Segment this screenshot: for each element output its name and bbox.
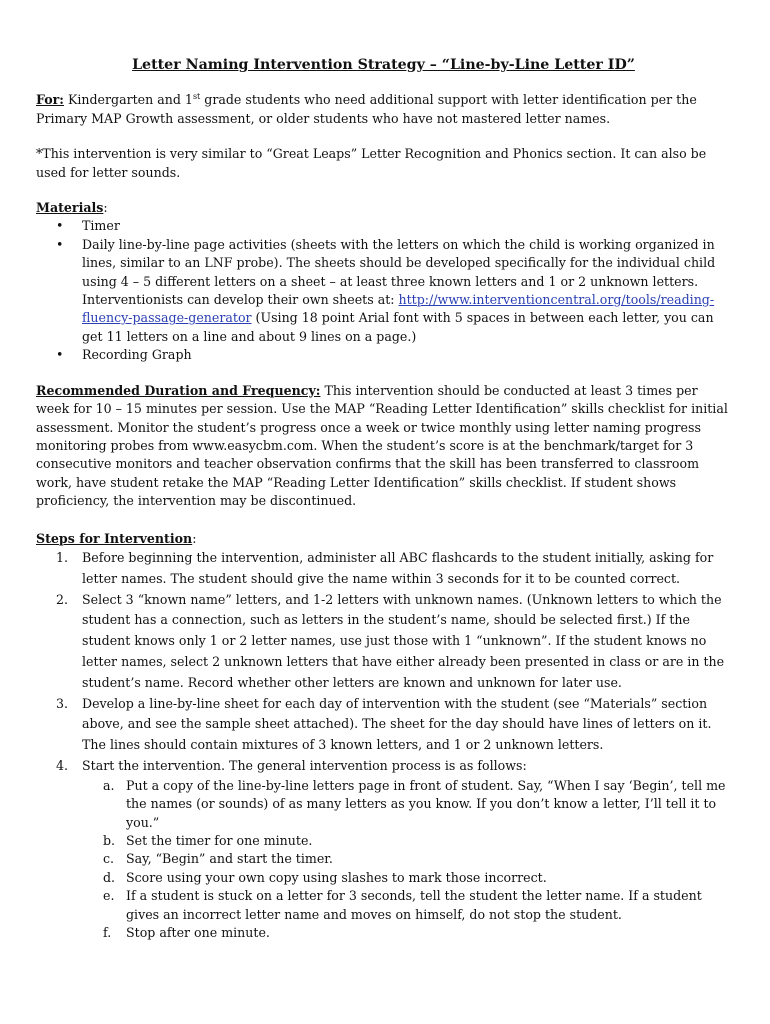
similarity-note: *This intervention is very similar to “Great Leaps” Letter Recognition and Phonics section. It can also be used for letter sounds. [36,146,707,180]
step-number: 1. [56,549,69,565]
substep-text: Put a copy of the line-by-line letters page in front of student. Say, “When I say ‘Begin’, tell me the names (or sounds) of as many letters as you know. If you don’t know a letter, I’ll tell it to you.” [126,777,726,830]
substep-item [36,869,731,887]
reading-fluency-generator-link[interactable]: http://www.interventioncentral.org/tools/reading-fluency-passage-generator [82,292,715,326]
substep-item [36,887,731,924]
steps-heading-colon: : [192,530,197,546]
materials-daily-text-b: (Using 18 point Arial font with 5 spaces in between each letter, you can get 11 letters on a line and about 9 lines on a page.) [82,310,714,344]
substep-letter: a. [103,777,115,793]
for-text-b: grade students who need additional support with letter identification per the Primary MAP Growth assessment, or older students who have not mastered letter names. [36,92,697,126]
step-text: Before beginning the intervention, administer all ABC flashcards to the student initially, asking for letter names. The student should give the name within 3 seconds for it to be counted correct. [82,549,714,586]
materials-daily-text-a: Daily line-by-line page activities (sheets with the letters on which the child is working organized in lines, similar to an LNF probe). The sheets should be developed specifically for the individual child using 4 – 5 different letters on a sheet – at least three known letters and 1 or 2 unknown letters. Interventionists can develop their own sheets at: [82,236,716,308]
for-label: For: [36,92,64,108]
substep-text: Stop after one minute. [126,924,270,940]
steps-list [36,548,731,942]
substep-text: Score using your own copy using slashes to mark those incorrect. [126,869,547,885]
substeps-list [82,777,731,943]
duration-paragraph [36,382,731,511]
steps-heading [36,530,731,548]
step-item [36,694,731,756]
step-text: Start the intervention. The general intervention process is as follows: [82,757,527,773]
substep-letter: c. [103,851,115,867]
duration-heading: Recommended Duration and Frequency: [36,382,321,398]
document-body [36,56,731,942]
for-text-a: Kindergarten and 1 [63,92,193,108]
substep-text: If a student is stuck on a letter for 3 seconds, tell the student the letter name. If a student gives an incorrect letter name and moves on himself, do not stop the student. [126,888,702,922]
substep-item [36,850,731,868]
materials-heading-colon: : [103,200,108,216]
step-number: 4. [56,757,69,773]
materials-heading-text: Materials [36,200,104,216]
step-item [36,590,731,694]
duration-text: This intervention should be conducted at least 3 times per week for 10 – 15 minutes per session. Use the MAP “Reading Letter Identification” skills checklist for initial assessment. Monitor the student’s progress once a week or twice monthly using letter naming progress monitoring probes from www.easycbm.com. When the student’s score is at the benchmark/target for 3 consecutive monitors and teacher observation confirms that the skill has been transferred to classroom work, have student retake the MAP “Reading Letter Identification” skills checklist. If student shows proficiency, the intervention may be discontinued. [36,382,728,509]
substep-item [36,924,731,942]
substep-text: Set the timer for one minute. [126,832,313,848]
steps-heading-text: Steps for Intervention [36,530,193,546]
page-title: Letter Naming Intervention Strategy – “Line-by-Line Letter ID” [132,57,635,73]
step-item [36,548,731,590]
substep-letter: d. [103,869,116,885]
materials-list [36,217,731,364]
materials-item-timer: • Timer [36,217,731,235]
step-number: 3. [56,695,69,711]
for-paragraph [36,91,731,128]
step-number: 2. [56,591,69,607]
substep-text: Say, “Begin” and start the timer. [126,851,333,867]
step-text: Select 3 “known name” letters, and 1-2 letters with unknown names. (Unknown letters to which the student has a connection, such as letters in the student’s name, should be selected first.) If the student knows only 1 or 2 letter names, use just those with 1 “unknown”. If the student knows no letter names, select 2 unknown letters that have either already been presented in class or are in the student’s name. Record whether other letters are known and unknown for later use. [82,591,725,690]
materials-item-graph: • Recording Graph [36,346,731,364]
substep-letter: f. [103,924,112,940]
step-text: Develop a line-by-line sheet for each day of intervention with the student (see “Materials” section above, and see the sample sheet attached). The sheet for the day should have lines of letters on it. The lines should contain mixtures of 3 known letters, and 1 or 2 unknown letters. [82,695,712,753]
step-item [36,756,731,942]
materials-item-daily-sheets [36,236,731,346]
substep-item [36,777,731,832]
materials-heading [36,199,731,217]
substep-item [36,832,731,850]
for-superscript: st [192,92,201,102]
substep-letter: b. [103,832,116,848]
substep-letter: e. [103,888,115,904]
